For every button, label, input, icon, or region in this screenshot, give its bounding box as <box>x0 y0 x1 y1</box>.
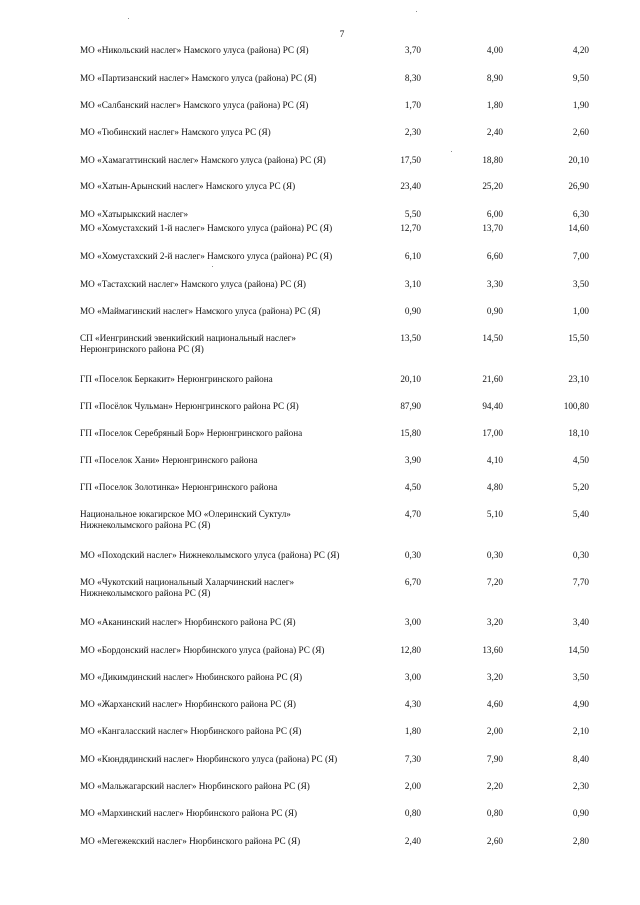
value-year-1: 2,30 <box>404 127 421 137</box>
value-year-1: 3,90 <box>404 455 421 465</box>
value-year-1: 2,40 <box>404 836 421 846</box>
value-year-2: 94,40 <box>482 401 503 411</box>
municipality-name: МО «Партизанский наслег» Намского улуса (района) РС (Я) <box>80 73 317 83</box>
municipality-name: МО «Кангаласский наслег» Нюрбинского района РС (Я) <box>80 726 302 736</box>
municipality-name: МО «Мальжагарский наслег» Нюрбинского района РС (Я) <box>80 781 310 791</box>
value-year-3: 5,20 <box>572 482 589 492</box>
value-year-1: 3,00 <box>404 672 421 682</box>
municipality-name: ГП «Поселок Хани» Нерюнгринского района <box>80 455 258 465</box>
municipality-name: МО «Хатырыкский наслег» <box>80 209 189 219</box>
scan-speck <box>212 266 213 267</box>
municipality-name: МО «Хомустахский 2-й наслег» Намского улуса (района) РС (Я) <box>80 251 333 261</box>
value-year-1: 17,50 <box>400 155 421 165</box>
value-year-3: 4,20 <box>572 45 589 55</box>
value-year-2: 2,60 <box>486 836 503 846</box>
value-year-1: 3,10 <box>404 279 421 289</box>
value-year-1: 4,70 <box>404 509 421 519</box>
value-year-3: 7,00 <box>572 251 589 261</box>
value-year-1: 8,30 <box>404 73 421 83</box>
value-year-3: 4,90 <box>572 699 589 709</box>
value-year-3: 18,10 <box>568 428 589 438</box>
value-year-2: 2,40 <box>486 127 503 137</box>
municipality-name: МО «Маймагинский наслег» Намского улуса (района) РС (Я) <box>80 306 321 316</box>
municipality-name: МО «Кюндядинский наслег» Нюрбинского улуса (района) РС (Я) <box>80 754 338 764</box>
value-year-2: 6,00 <box>486 209 503 219</box>
value-year-3: 0,30 <box>572 550 589 560</box>
value-year-3: 2,80 <box>572 836 589 846</box>
municipality-name: ГП «Поселок Серебряный Бор» Нерюнгринского района <box>80 428 303 438</box>
value-year-1: 7,30 <box>404 754 421 764</box>
value-year-1: 13,50 <box>400 333 421 343</box>
scan-speck <box>451 151 452 152</box>
municipality-name: МО «Никольский наслег» Намского улуса (района) РС (Я) <box>80 45 309 55</box>
municipality-name: МО «Хомустахский 1-й наслег» Намского улуса (района) РС (Я) <box>80 223 333 233</box>
value-year-2: 14,50 <box>482 333 503 343</box>
value-year-3: 2,10 <box>572 726 589 736</box>
value-year-2: 4,60 <box>486 699 503 709</box>
value-year-2: 2,20 <box>486 781 503 791</box>
value-year-2: 5,10 <box>486 509 503 519</box>
value-year-1: 15,80 <box>400 428 421 438</box>
municipality-name: МО «Чукотский национальный Халарчинский наслег» Нижнеколымского района РС (Я) <box>80 577 295 598</box>
municipality-name: МО «Хамагаттинский наслег» Намского улуса (района) РС (Я) <box>80 155 326 165</box>
value-year-1: 23,40 <box>400 181 421 191</box>
value-year-3: 2,30 <box>572 781 589 791</box>
value-year-3: 3,50 <box>572 672 589 682</box>
value-year-2: 8,90 <box>486 73 503 83</box>
value-year-3: 15,50 <box>568 333 589 343</box>
value-year-3: 2,60 <box>572 127 589 137</box>
value-year-2: 6,60 <box>486 251 503 261</box>
municipality-name: Национальное юкагирское МО «Олеринский Суктул» Нижнеколымского района РС (Я) <box>80 509 291 530</box>
value-year-3: 1,90 <box>572 100 589 110</box>
value-year-1: 0,90 <box>404 306 421 316</box>
municipality-name: СП «Иенгринский эвенкийский национальный наслег» Нерюнгринского района РС (Я) <box>80 333 297 354</box>
value-year-1: 0,30 <box>404 550 421 560</box>
municipality-name: МО «Жарханский наслег» Нюрбинского района РС (Я) <box>80 699 296 709</box>
value-year-2: 17,00 <box>482 428 503 438</box>
value-year-2: 3,20 <box>486 617 503 627</box>
value-year-2: 0,90 <box>486 306 503 316</box>
value-year-2: 1,80 <box>486 100 503 110</box>
value-year-2: 0,30 <box>486 550 503 560</box>
value-year-3: 20,10 <box>568 155 589 165</box>
value-year-3: 14,60 <box>568 223 589 233</box>
value-year-2: 4,80 <box>486 482 503 492</box>
value-year-1: 3,70 <box>404 45 421 55</box>
value-year-3: 8,40 <box>572 754 589 764</box>
value-year-1: 6,70 <box>404 577 421 587</box>
municipality-name: МО «Тастахский наслег» Намского улуса (района) РС (Я) <box>80 279 306 289</box>
municipality-name: МО «Мегежекский наслег» Нюрбинского района РС (Я) <box>80 836 301 846</box>
scan-speck <box>128 18 129 19</box>
value-year-1: 1,80 <box>404 726 421 736</box>
value-year-3: 7,70 <box>572 577 589 587</box>
value-year-2: 13,60 <box>482 645 503 655</box>
value-year-1: 20,10 <box>400 374 421 384</box>
municipality-name: МО «Аканинский наслег» Нюрбинского района РС (Я) <box>80 617 296 627</box>
value-year-2: 4,00 <box>486 45 503 55</box>
municipality-name: ГП «Поселок Беркакит» Нерюнгринского района <box>80 374 273 384</box>
value-year-1: 87,90 <box>400 401 421 411</box>
value-year-1: 1,70 <box>404 100 421 110</box>
value-year-3: 6,30 <box>572 209 589 219</box>
value-year-2: 2,00 <box>486 726 503 736</box>
value-year-3: 1,00 <box>572 306 589 316</box>
value-year-2: 18,80 <box>482 155 503 165</box>
municipality-name: МО «Бордонский наслег» Нюрбинского улуса (района) РС (Я) <box>80 645 325 655</box>
value-year-2: 21,60 <box>482 374 503 384</box>
scan-speck <box>416 11 417 12</box>
value-year-3: 3,50 <box>572 279 589 289</box>
value-year-3: 3,40 <box>572 617 589 627</box>
value-year-2: 3,30 <box>486 279 503 289</box>
value-year-2: 25,20 <box>482 181 503 191</box>
value-year-1: 3,00 <box>404 617 421 627</box>
value-year-1: 12,80 <box>400 645 421 655</box>
municipality-name: МО «Дикимдинский наслег» Нюбинского района РС (Я) <box>80 672 303 682</box>
value-year-1: 2,00 <box>404 781 421 791</box>
value-year-3: 23,10 <box>568 374 589 384</box>
value-year-3: 14,50 <box>568 645 589 655</box>
municipality-name: МО «Походский наслег» Нижнеколымского улуса (района) РС (Я) <box>80 550 340 560</box>
municipality-name: МО «Тюбинский наслег» Намского улуса РС (Я) <box>80 127 271 137</box>
value-year-1: 6,10 <box>404 251 421 261</box>
value-year-1: 5,50 <box>404 209 421 219</box>
municipality-name: МО «Салбанский наслег» Намского улуса (района) РС (Я) <box>80 100 309 110</box>
municipality-name: МО «Мархинский наслег» Нюрбинского района РС (Я) <box>80 808 298 818</box>
value-year-3: 26,90 <box>568 181 589 191</box>
value-year-3: 4,50 <box>572 455 589 465</box>
value-year-2: 0,80 <box>486 808 503 818</box>
municipality-name: ГП «Посёлок Чульман» Нерюнгринского района РС (Я) <box>80 401 299 411</box>
value-year-3: 9,50 <box>572 73 589 83</box>
value-year-1: 4,50 <box>404 482 421 492</box>
value-year-3: 0,90 <box>572 808 589 818</box>
value-year-2: 7,20 <box>486 577 503 587</box>
value-year-1: 12,70 <box>400 223 421 233</box>
value-year-2: 3,20 <box>486 672 503 682</box>
value-year-2: 4,10 <box>486 455 503 465</box>
value-year-1: 0,80 <box>404 808 421 818</box>
value-year-3: 100,80 <box>563 401 589 411</box>
value-year-3: 5,40 <box>572 509 589 519</box>
page-number: 7 <box>339 30 345 40</box>
value-year-2: 13,70 <box>482 223 503 233</box>
municipality-name: МО «Хатын-Арынский наслег» Намского улуса РС (Я) <box>80 181 296 191</box>
municipality-name: ГП «Поселок Золотинка» Нерюнгринского района <box>80 482 278 492</box>
value-year-2: 7,90 <box>486 754 503 764</box>
value-year-1: 4,30 <box>404 699 421 709</box>
